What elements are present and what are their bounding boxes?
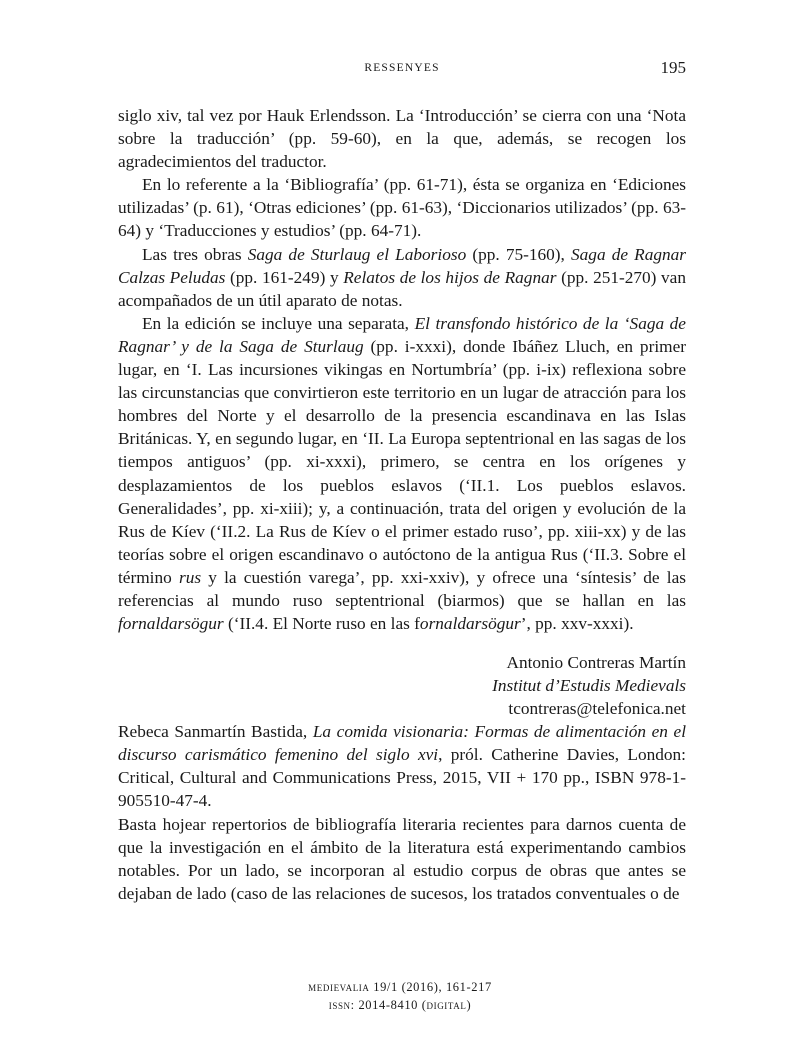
text-span: y la cuestión varega’, pp. xxi-xxiv), y ofrece una ‘síntesis’ de las referencias al mundo ruso septentrional (biarmos) que se hallan en las <box>118 567 686 610</box>
running-head <box>118 58 686 82</box>
paragraph-separata <box>118 312 686 635</box>
paragraph-intro-end: siglo xiv, tal vez por Hauk Erlendsson. La ‘Introducción’ se cierra con una ‘Nota sobre la traducción’ (pp. 59-60), en la que, además, se recogen los agradecimientos del traductor. <box>118 106 686 172</box>
text-span: Las tres obras <box>142 244 248 264</box>
review-paragraph: Basta hojear repertorios de bibliografía literaria recientes para darnos cuenta de que la investigación en el ámbito de la literatura está experimentando cambios notables. Por un lado, se incorporan al estudio corpus de obras que antes se dejaban de lado (caso de las relaciones de sucesos, los tratados conventuales o de <box>118 814 686 903</box>
paragraph-bibliography: En lo referente a la ‘Bibliografía’ (pp. 61-71), ésta se organiza en ‘Ediciones utilizadas’ (p. 61), ‘Otras ediciones’ (pp. 61-63), ‘Diccionarios utilizados’ (pp. 63-64) y ‘Traducciones y estudios’ (pp. 64-71). <box>118 175 686 241</box>
text-span: (pp. 251-270) van acompañados de un útil aparato de notas. <box>118 267 686 310</box>
italic-term: rus <box>178 567 202 587</box>
review-author: Rebeca Sanmartín Bastida, <box>118 722 313 742</box>
review-citation <box>118 720 686 812</box>
review-title: La comida visionaria: Formas de alimentación en el discurso carismático femenino del siglo xvi <box>118 722 686 765</box>
text-span: (pp. 75-160), <box>466 244 572 264</box>
text-span: (pp. 161-249) y <box>225 267 344 287</box>
work-title: El transfondo histórico de la ‘Saga de Ragnar’ y de la Saga de Sturlaug <box>118 313 686 356</box>
review-details: , pról. Catherine Davies, London: Critical, Cultural and Communications Press, 2015, VII + 170 pp., ISBN 978-1-905510-47-4. <box>118 745 686 811</box>
journal-citation: medievalia 19/1 (2016), 161-217 <box>308 980 492 994</box>
work-title: Relatos de los hijos de Ragnar <box>343 267 557 287</box>
text-span: ’, pp. xxv-xxxi). <box>520 614 634 634</box>
work-title: Saga de Ragnar Calzas Peludas <box>118 244 686 287</box>
institution-name: Institut d’Estudis Medievals <box>492 676 686 696</box>
issn-line: issn: 2014-8410 (digital) <box>328 998 472 1012</box>
reviewer-email: tcontreras@telefonica.net <box>508 699 686 719</box>
reviewer-institution <box>118 674 686 697</box>
text-span: En la edición se incluye una separata, <box>142 313 415 333</box>
italic-term: fornaldarsögur <box>118 614 224 634</box>
page-footer <box>0 978 800 1014</box>
reviewer-signature <box>118 651 686 720</box>
text-span: (pp. i-xxxi), donde Ibáñez Lluch, en primer lugar, en ‘I. Las incursiones vikingas en Nortumbría’ (pp. i-ix) reflexiona sobre las circunstancias que convirtieron este territorio en un lugar de atracción para los hombres del Norte y el desarrollo de la presencia escandinava en las Islas Británicas. Y, en segundo lugar, en ‘II. La Europa septentrional en las sagas de los tiempos antiguos’ (pp. xi-xxxi), primero, se centra en los orígenes y desplazamientos de los pueblos eslavos (‘II.1. Los pueblos eslavos. Generalidades’, pp. xi-xiii); y, a continuación, trata del origen y evolución de la Rus de Kíev (‘II.2. La Rus de Kíev o el primer estado ruso’, pp. xiii-xx) y de las teorías sobre el origen escandinavo o autóctono de la antigua Rus (‘II.3. Sobre el término <box>118 336 686 587</box>
italic-term: ornaldarsögur <box>419 614 521 634</box>
reviewer-name: Antonio Contreras Martín <box>506 653 686 673</box>
running-title: RESSENYES <box>364 62 440 74</box>
text-span: (‘II.4. El Norte ruso en las f <box>223 614 420 634</box>
page-number: 195 <box>660 58 686 77</box>
paragraph-works <box>118 243 686 312</box>
work-title: Saga de Sturlaug el Laborioso <box>247 244 467 264</box>
body-text <box>118 104 686 905</box>
